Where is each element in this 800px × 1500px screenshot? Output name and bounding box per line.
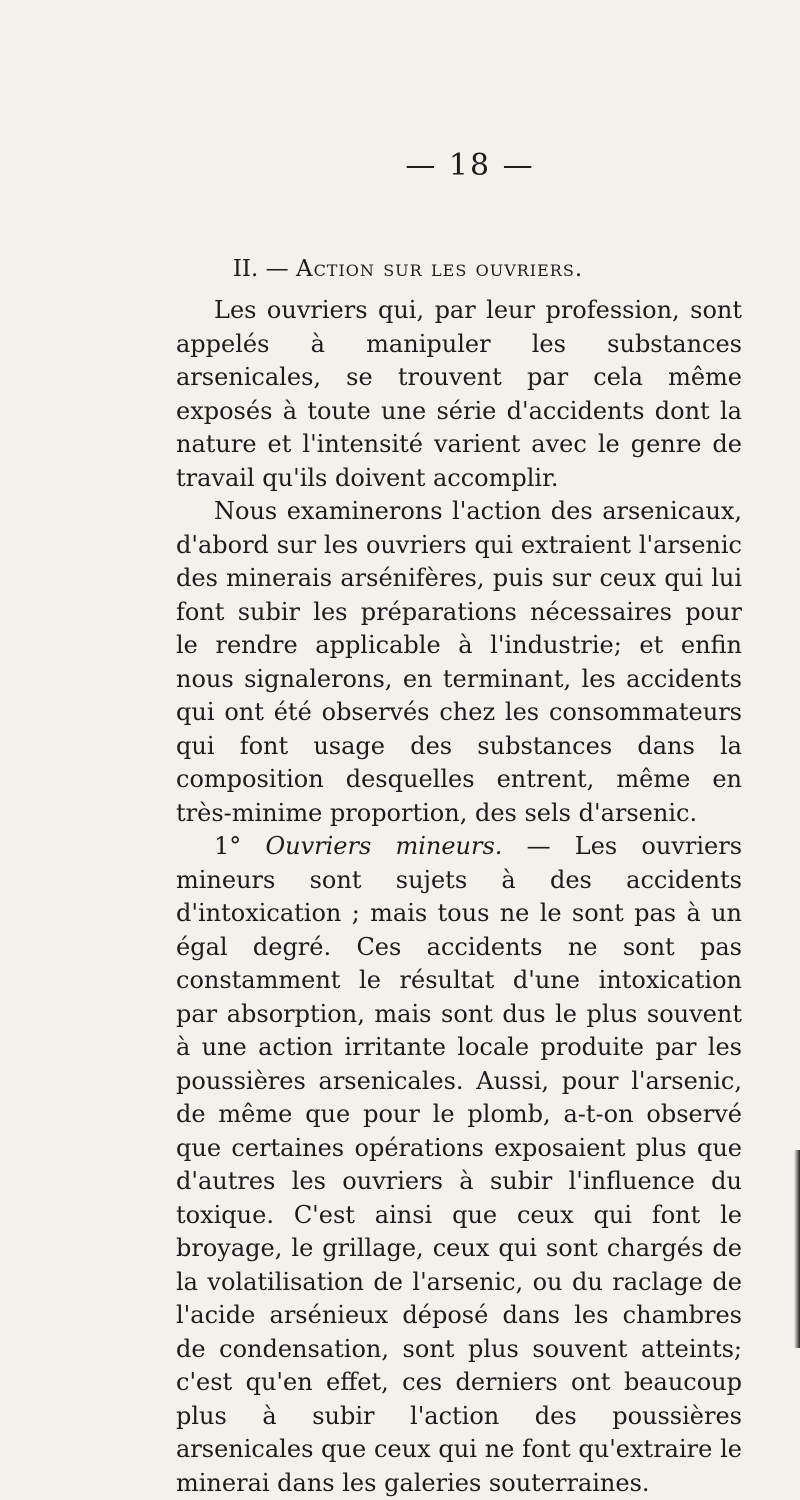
paragraph-1: Les ouvriers qui, par leur profession, sont appelés à manipuler les substances arsenicales, se trouvent par cela même exposés à toute une série d'accidents dont la nature et l'intensité varient avec le genre de travail qu'ils doivent accomplir.	[176, 296, 742, 492]
subsection-label: 1°	[214, 832, 266, 860]
section-heading	[8, 256, 800, 282]
paragraph-3	[176, 830, 742, 1500]
subsection-title: Ouvriers mineurs.	[265, 832, 503, 860]
page-edge-shadow	[794, 1150, 800, 1348]
subsection-text: — Les ouvriers mineurs sont sujets à des accidents d'intoxication ; mais tous ne le sont pas à un égal degré. Ces accidents ne sont pas constamment le résultat d'une intoxication par absorption, mais sont dus le plus souvent à une action irritante locale produite par les poussières arsenicales. Aussi, pour l'arsenic, de même que pour le plomb, a-t-on observé que certaines opérations exposaient plus que d'autres les ouvriers à subir l'influence du toxique. C'est ainsi que ceux qui font le broyage, le grillage, ceux qui sont chargés de la volatilisation de l'arsenic, ou du raclage de l'acide arsénieux déposé dans les chambres de condensation, sont plus souvent atteints; c'est qu'en effet, ces derniers ont beaucoup plus à subir l'action des poussières arsenicales que ceux qui ne font qu'extraire le minerai dans les galeries souterraines.	[176, 832, 743, 1497]
body-text	[176, 282, 742, 1500]
section-title: Action sur les ouvriers.	[295, 256, 584, 282]
page-number: — 18 —	[405, 148, 535, 183]
paragraph-2: Nous examinerons l'action des arsenicaux, d'abord sur les ouvriers qui extraient l'arsenic des minerais arsénifères, puis sur ceux qui lui font subir les préparations nécessaires pour le rendre applicable à l'industrie; et enfin nous signalerons, en terminant, les accidents qui ont été observés chez les consommateurs qui font usage des substances dans la composition desquelles entrent, même en très-minime proportion, des sels d'arsenic.	[176, 497, 742, 827]
section-numeral: II. —	[232, 256, 296, 282]
